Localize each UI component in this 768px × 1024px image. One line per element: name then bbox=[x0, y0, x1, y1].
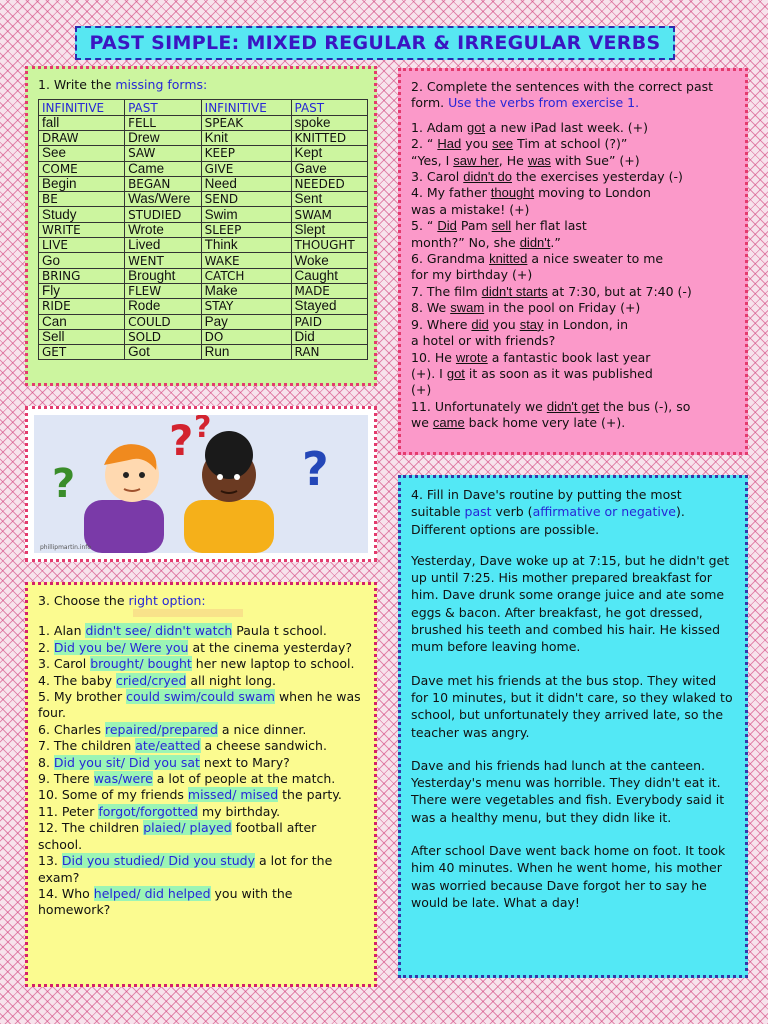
item-text: a lot of people at the match. bbox=[152, 771, 336, 787]
item-text: 10. Some of my friends bbox=[38, 787, 188, 803]
table-cell: Lived bbox=[125, 238, 202, 253]
choice-item bbox=[38, 738, 364, 754]
sentence-text: (+). I bbox=[411, 365, 447, 381]
answer-text: Had bbox=[437, 136, 462, 152]
table-cell: SLEEP bbox=[201, 222, 291, 237]
exercise-4-instruction-line1: 4. Fill in Dave's routine by putting the most bbox=[411, 487, 682, 502]
table-cell: Caught bbox=[291, 268, 368, 283]
sentence bbox=[411, 218, 735, 234]
exercise-3 bbox=[25, 582, 377, 987]
sentence bbox=[411, 120, 735, 136]
table-cell: WRITE bbox=[39, 222, 125, 237]
answer-text: knitted bbox=[489, 251, 528, 267]
table-cell: Begin bbox=[39, 176, 125, 191]
sentence bbox=[411, 202, 735, 218]
sentence bbox=[411, 235, 735, 251]
table-row bbox=[39, 268, 368, 283]
exercise-3-instruction: 3. Choose the right option: bbox=[38, 593, 206, 608]
option-text: didn't see/ didn't watch bbox=[85, 623, 233, 639]
table-cell: LIVE bbox=[39, 238, 125, 253]
table-cell: Pay bbox=[201, 314, 291, 329]
option-text: could swim/could swam bbox=[126, 689, 275, 705]
sentence bbox=[411, 366, 735, 382]
table-cell: Knit bbox=[201, 131, 291, 146]
sentence bbox=[411, 333, 735, 349]
table-cell: PAID bbox=[291, 314, 368, 329]
sentence-text: back home very late (+). bbox=[464, 415, 626, 431]
choice-item bbox=[38, 804, 364, 820]
table-cell: Rode bbox=[125, 299, 202, 314]
sentence bbox=[411, 153, 735, 169]
table-cell: WENT bbox=[125, 253, 202, 268]
question-mark-icon: ? bbox=[194, 415, 212, 445]
table-cell: NEEDED bbox=[291, 176, 368, 191]
item-text: a cheese sandwich. bbox=[200, 738, 327, 754]
table-header: INFINITIVE bbox=[39, 100, 125, 115]
item-text: 1. Alan bbox=[38, 623, 86, 639]
answer-text: got bbox=[446, 365, 465, 381]
sentence-text: 1. Adam bbox=[411, 119, 467, 135]
table-row bbox=[39, 222, 368, 237]
table-cell: Wrote bbox=[125, 222, 202, 237]
table-cell: CATCH bbox=[201, 268, 291, 283]
table-cell: STUDIED bbox=[125, 207, 202, 222]
table-row bbox=[39, 192, 368, 207]
answer-text: sell bbox=[491, 218, 512, 234]
item-text: 6. Charles bbox=[38, 721, 105, 737]
sentence-text: 3. Carol bbox=[411, 169, 464, 185]
item-text: her new laptop to school. bbox=[191, 656, 355, 672]
table-row bbox=[39, 161, 368, 176]
table-cell: FLEW bbox=[125, 283, 202, 298]
answer-text: didn't bbox=[519, 234, 551, 250]
table-cell: Kept bbox=[291, 146, 368, 161]
item-text: my birthday. bbox=[197, 803, 281, 819]
sentence-text: we bbox=[411, 415, 433, 431]
table-row bbox=[39, 253, 368, 268]
item-text: 13. bbox=[38, 853, 62, 869]
option-text: Did you studied/ Did you study bbox=[61, 853, 255, 869]
table-cell: Was/Were bbox=[125, 192, 202, 207]
sentence bbox=[411, 136, 735, 152]
option-text: forgot/forgotted bbox=[98, 803, 198, 819]
table-row bbox=[39, 238, 368, 253]
item-text: a lot for the exam? bbox=[38, 853, 333, 885]
table-row bbox=[39, 176, 368, 191]
item-text: 7. The children bbox=[38, 738, 136, 754]
table-cell: THOUGHT bbox=[291, 238, 368, 253]
item-text: Paula t school. bbox=[232, 623, 327, 639]
table-cell: RIDE bbox=[39, 299, 125, 314]
table-cell: SWAM bbox=[291, 207, 368, 222]
sentence bbox=[411, 251, 735, 267]
sentence-text: 10. He bbox=[411, 349, 456, 365]
choice-item bbox=[38, 656, 364, 672]
verb-table bbox=[38, 99, 368, 360]
table-cell: SEND bbox=[201, 192, 291, 207]
choice-item bbox=[38, 787, 364, 803]
sentence-text: 4. My father bbox=[411, 185, 491, 201]
table-cell: STAY bbox=[201, 299, 291, 314]
exercise-4-instruction-line3: Different options are possible. bbox=[411, 521, 600, 537]
table-cell: WAKE bbox=[201, 253, 291, 268]
choice-item bbox=[38, 722, 364, 738]
table-cell: RAN bbox=[291, 345, 368, 360]
sentence bbox=[411, 300, 735, 316]
table-cell: GET bbox=[39, 345, 125, 360]
question-mark-icon: ? bbox=[302, 442, 329, 496]
exercise-4-paragraph: Dave met his friends at the bus stop. They wited for 10 minutes, but it didn't care, so they wlaked to school, but unfortunately they arrived late, so the teacher was angry. bbox=[411, 672, 733, 740]
table-cell: Think bbox=[201, 238, 291, 253]
sentence-text: Pam bbox=[456, 218, 492, 234]
sentence-text: at 7:30, but at 7:40 (-) bbox=[547, 283, 692, 299]
option-text: Did you sit/ Did you sat bbox=[53, 754, 200, 770]
table-cell: KEEP bbox=[201, 146, 291, 161]
table-cell: Swim bbox=[201, 207, 291, 222]
sentence-text: .” bbox=[550, 234, 561, 250]
exercise-1-instruction: 1. Write the missing forms: bbox=[38, 77, 208, 92]
table-cell: Woke bbox=[291, 253, 368, 268]
table-cell: spoke bbox=[291, 115, 368, 130]
sentence-text: moving to London bbox=[534, 185, 651, 201]
choice-item bbox=[38, 853, 364, 886]
table-cell: MADE bbox=[291, 283, 368, 298]
sentence bbox=[411, 267, 735, 283]
sentence-text: , He bbox=[498, 152, 528, 168]
table-header: INFINITIVE bbox=[201, 100, 291, 115]
answer-text: didn't starts bbox=[481, 283, 548, 299]
option-text: helped/ did helped bbox=[93, 885, 211, 901]
item-text: 12. The children bbox=[38, 820, 144, 836]
sentence bbox=[411, 382, 735, 398]
exercise-4-paragraph: After school Dave went back home on foot. It took him 40 minutes. When he went home, his mother was worried because Dave forgot her to say he would be late. What a day! bbox=[411, 843, 726, 910]
table-row bbox=[39, 131, 368, 146]
item-text: all night long. bbox=[186, 672, 277, 688]
sentence bbox=[411, 169, 735, 185]
answer-text: Did bbox=[437, 218, 457, 234]
table-row bbox=[39, 146, 368, 161]
sentence-text: 9. Where bbox=[411, 316, 472, 332]
item-text: 5. My brother bbox=[38, 689, 127, 705]
item-text: 8. bbox=[38, 754, 54, 770]
table-cell: Make bbox=[201, 283, 291, 298]
exercise-4 bbox=[398, 475, 748, 978]
item-text: football after school. bbox=[38, 820, 317, 852]
table-cell: SPEAK bbox=[201, 115, 291, 130]
sentence-text: the exercises yesterday (-) bbox=[512, 169, 683, 185]
table-cell: DO bbox=[201, 329, 291, 344]
question-mark-icon: ? bbox=[169, 416, 194, 465]
sentence-text: her flat last bbox=[511, 218, 587, 234]
table-cell: Slept bbox=[291, 222, 368, 237]
exercise-4-paragraph: Yesterday, Dave woke up at 7:15, but he didn't get up until 7:25. His mother prepared breakfast for him. Dave drunk some orange juice and ate some eggs & bacon. After breakfast, he got dressed, brushed his teeth and combed his hair. He kissed mum before leaving home. bbox=[411, 552, 730, 655]
exercise-2-sentences bbox=[411, 120, 735, 432]
answer-text: didn't do bbox=[463, 169, 512, 185]
sentence-text: month?” No, she bbox=[411, 234, 520, 250]
choice-item bbox=[38, 771, 364, 787]
sentence-text: with Sue” (+) bbox=[550, 152, 640, 168]
item-text: when he was four. bbox=[38, 689, 361, 721]
sentence-text: the bus (-), so bbox=[599, 398, 691, 414]
table-cell: Go bbox=[39, 253, 125, 268]
answer-text: thought bbox=[490, 185, 535, 201]
answer-text: came bbox=[432, 415, 465, 431]
option-text: missed/ mised bbox=[187, 787, 279, 803]
choice-item bbox=[38, 640, 364, 656]
option-text: Did you be/ Were you bbox=[53, 639, 189, 655]
exercise-2-instruction-line1: 2. Complete the sentences with the correct past bbox=[411, 79, 714, 94]
sentence bbox=[411, 317, 735, 333]
sentence-text: 8. We bbox=[411, 300, 451, 316]
item-text: a nice dinner. bbox=[217, 721, 307, 737]
svg-text:phillipmartin.info: phillipmartin.info bbox=[40, 544, 92, 551]
sentence-text: you bbox=[488, 316, 520, 332]
choice-item bbox=[38, 689, 364, 722]
table-cell: SAW bbox=[125, 146, 202, 161]
table-cell: BRING bbox=[39, 268, 125, 283]
table-cell: Study bbox=[39, 207, 125, 222]
table-cell: KNITTED bbox=[291, 131, 368, 146]
table-cell: DRAW bbox=[39, 131, 125, 146]
table-cell: Brought bbox=[125, 268, 202, 283]
item-text: 14. Who bbox=[38, 885, 94, 901]
table-cell: fall bbox=[39, 115, 125, 130]
option-text: repaired/prepared bbox=[105, 721, 218, 737]
sentence-text: 11. Unfortunately we bbox=[411, 398, 547, 414]
sentence-text: a hotel or with friends? bbox=[411, 333, 556, 349]
exercise-4-instruction-line2: suitable past verb (affirmative or negative). bbox=[411, 504, 685, 520]
answer-text: was bbox=[527, 152, 551, 168]
table-row bbox=[39, 314, 368, 329]
sentence-text: 5. “ bbox=[411, 218, 438, 234]
table-header: PAST bbox=[125, 100, 202, 115]
table-cell: BE bbox=[39, 192, 125, 207]
answer-text: swam bbox=[450, 300, 485, 316]
sentence bbox=[411, 284, 735, 300]
option-text: plaied/ played bbox=[143, 820, 232, 836]
answer-text: wrote bbox=[455, 349, 488, 365]
sentence-text: a new iPad last week. (+) bbox=[485, 119, 649, 135]
answer-text: got bbox=[466, 119, 486, 135]
sentence-text: in the pool on Friday (+) bbox=[484, 300, 641, 316]
thinking-kids-illustration bbox=[34, 415, 368, 553]
table-cell: Did bbox=[291, 329, 368, 344]
table-cell: Stayed bbox=[291, 299, 368, 314]
table-cell: Can bbox=[39, 314, 125, 329]
exercise-4-paragraph: Dave and his friends had lunch at the canteen. Yesterday's menu was horrible. They didn't eat it. There were vegetables and fish. Everybody said it was a healthy menu, but they didn like it. bbox=[411, 757, 725, 825]
item-text: 3. Carol bbox=[38, 656, 91, 672]
sentence-text: 7. The film bbox=[411, 283, 482, 299]
table-row bbox=[39, 207, 368, 222]
exercise-2-instruction-line2: form. Use the verbs from exercise 1. bbox=[411, 95, 640, 111]
answer-text: saw her bbox=[453, 152, 499, 168]
table-cell: COME bbox=[39, 161, 125, 176]
choice-item bbox=[38, 755, 364, 771]
item-text: 11. Peter bbox=[38, 803, 99, 819]
item-text: 9. There bbox=[38, 771, 94, 787]
answer-text: did bbox=[471, 316, 489, 332]
table-row bbox=[39, 299, 368, 314]
sentence-text: a nice sweater to me bbox=[527, 251, 664, 267]
exercise-1 bbox=[25, 66, 377, 386]
choice-item bbox=[38, 820, 364, 853]
sentence bbox=[411, 350, 735, 366]
item-text: next to Mary? bbox=[199, 754, 290, 770]
sentence-text: Tim at school (?)” bbox=[513, 136, 628, 152]
item-text: 2. bbox=[38, 639, 54, 655]
item-text: 4. The baby bbox=[38, 672, 117, 688]
sentence-text: (+) bbox=[411, 382, 432, 398]
option-text: brought/ bought bbox=[90, 656, 192, 672]
table-cell: Sent bbox=[291, 192, 368, 207]
sentence-text: a fantastic book last year bbox=[487, 349, 651, 365]
sentence-text: you bbox=[461, 136, 493, 152]
table-cell: SOLD bbox=[125, 329, 202, 344]
table-cell: Fly bbox=[39, 283, 125, 298]
table-cell: COULD bbox=[125, 314, 202, 329]
sentence bbox=[411, 415, 735, 431]
choice-item bbox=[38, 886, 364, 919]
table-cell: Gave bbox=[291, 161, 368, 176]
sentence-text: was a mistake! (+) bbox=[411, 201, 530, 217]
exercise-2 bbox=[398, 68, 748, 455]
table-row bbox=[39, 283, 368, 298]
sentence bbox=[411, 399, 735, 415]
page-title: PAST SIMPLE: MIXED REGULAR & IRREGULAR VERBS bbox=[75, 26, 675, 60]
sentence-text: 6. Grandma bbox=[411, 251, 490, 267]
table-cell: Got bbox=[125, 345, 202, 360]
answer-text: stay bbox=[519, 316, 544, 332]
sentence bbox=[411, 185, 735, 201]
table-cell: BEGAN bbox=[125, 176, 202, 191]
illustration bbox=[25, 406, 377, 562]
table-header: PAST bbox=[291, 100, 368, 115]
question-mark-icon: ? bbox=[52, 461, 76, 507]
table-cell: Drew bbox=[125, 131, 202, 146]
item-text: you with the homework? bbox=[38, 885, 293, 918]
sentence-text: 2. “ bbox=[411, 136, 438, 152]
table-cell: Run bbox=[201, 345, 291, 360]
table-cell: See bbox=[39, 146, 125, 161]
option-text: was/were bbox=[93, 771, 153, 787]
table-row bbox=[39, 115, 368, 130]
choice-item bbox=[38, 673, 364, 689]
table-cell: Need bbox=[201, 176, 291, 191]
answer-text: didn't get bbox=[546, 398, 600, 414]
option-text: ate/eatted bbox=[135, 738, 201, 754]
item-text: the party. bbox=[278, 787, 342, 803]
choice-item bbox=[38, 623, 364, 639]
table-row bbox=[39, 329, 368, 344]
answer-text: see bbox=[492, 136, 514, 152]
table-cell: GIVE bbox=[201, 161, 291, 176]
sentence-text: it as soon as it was published bbox=[464, 365, 653, 381]
exercise-3-items bbox=[38, 623, 364, 918]
sentence-text: for my birthday (+) bbox=[411, 267, 533, 283]
table-cell: Came bbox=[125, 161, 202, 176]
sentence-text: in London, in bbox=[543, 316, 629, 332]
table-cell: Sell bbox=[39, 329, 125, 344]
sentence-text: “Yes, I bbox=[411, 152, 454, 168]
option-text: cried/cryed bbox=[116, 672, 187, 688]
item-text: at the cinema yesterday? bbox=[188, 639, 352, 655]
table-row bbox=[39, 345, 368, 360]
table-cell: FELL bbox=[125, 115, 202, 130]
